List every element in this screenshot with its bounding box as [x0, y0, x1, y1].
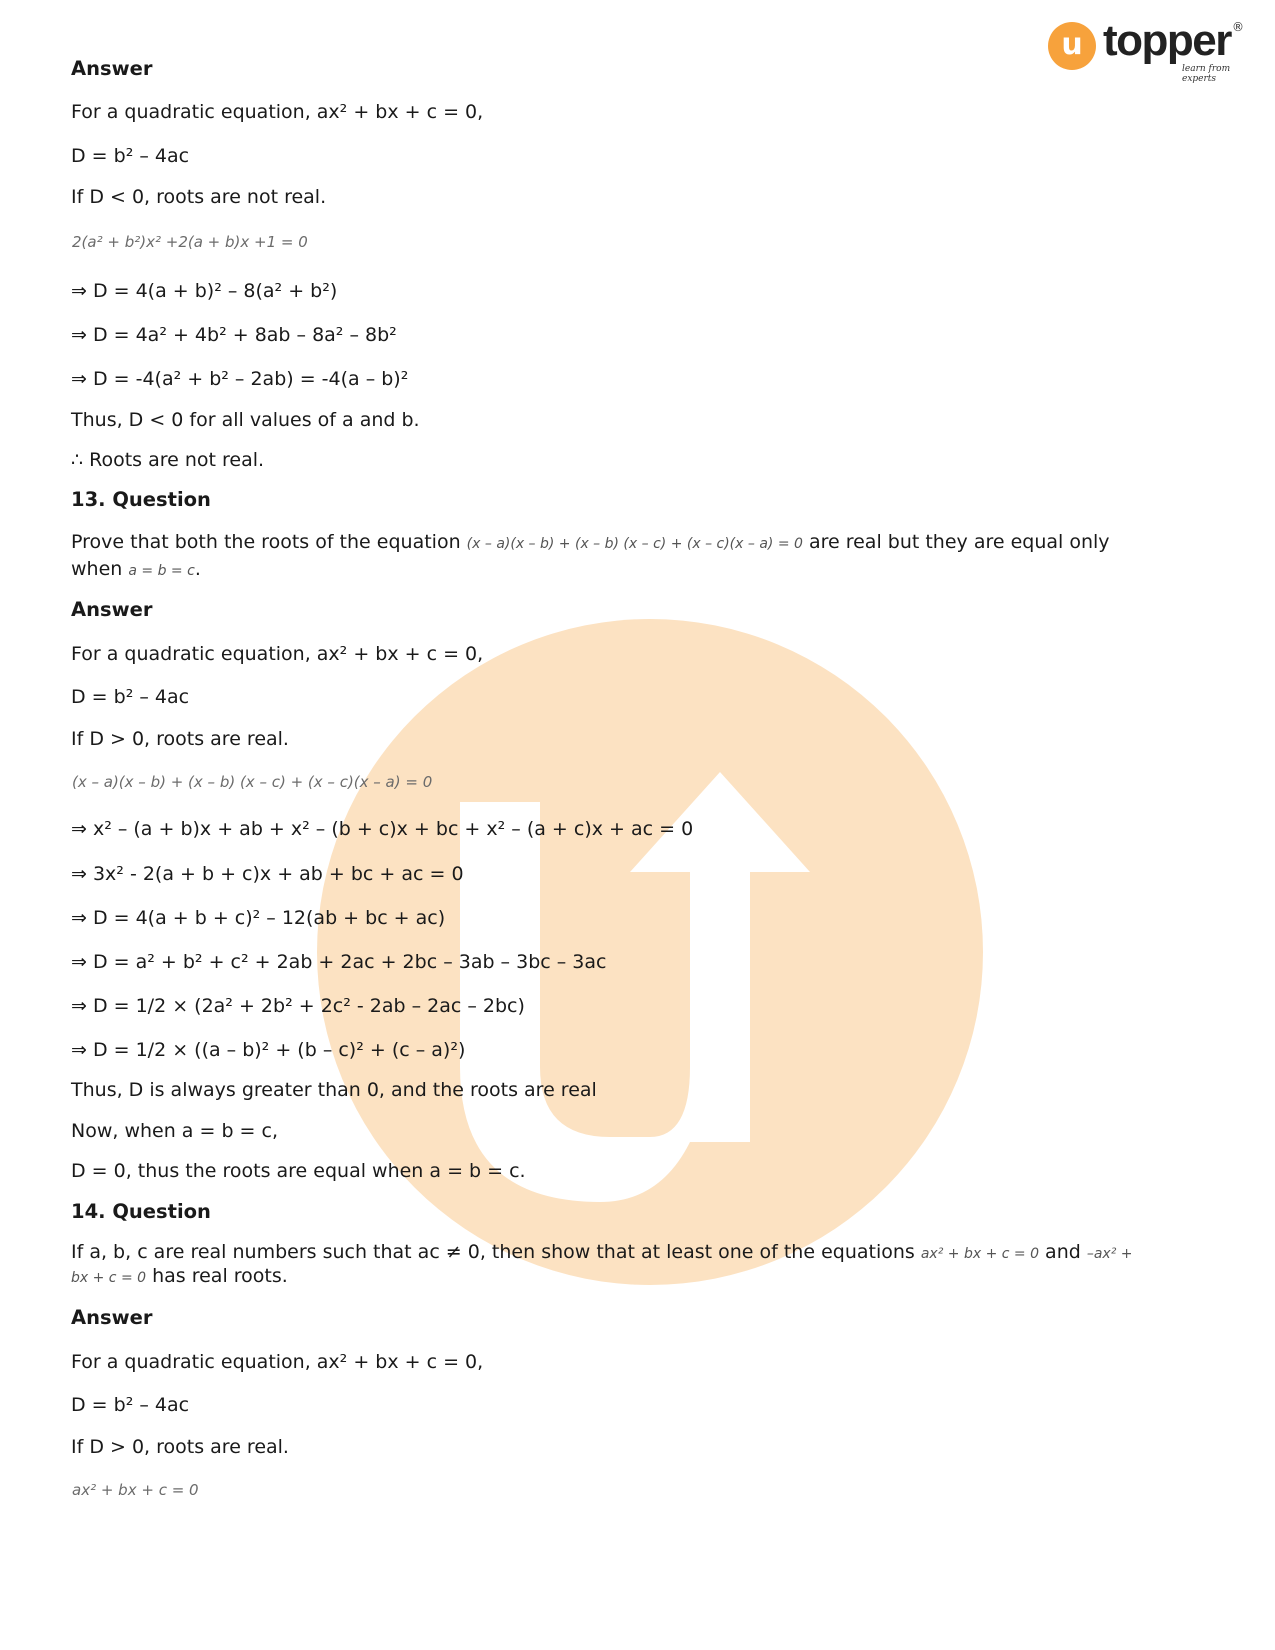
text-span: has real roots.	[152, 1265, 288, 1287]
inline-equation: (x – a)(x – b) + (x – b) (x – c) + (x – c)(x – a) = 0	[466, 536, 803, 552]
text-line: For a quadratic equation, ax² + bx + c = 0,	[71, 101, 484, 123]
question-text	[71, 529, 1110, 557]
equation-image: 2(a² + b²)x² +2(a + b)x +1 = 0	[72, 233, 308, 251]
text-span: and	[1045, 1241, 1081, 1263]
inline-equation: ax² + bx + c = 0	[920, 1246, 1039, 1262]
text-line: ⇒ D = 4(a + b + c)² – 12(ab + bc + ac)	[71, 907, 446, 929]
answer-heading: Answer	[71, 598, 153, 621]
text-line: ⇒ D = 4(a + b)² – 8(a² + b²)	[71, 280, 338, 302]
text-line: If D < 0, roots are not real.	[71, 186, 327, 208]
text-span: .	[194, 558, 201, 580]
logo-wordmark: topper	[1103, 16, 1231, 65]
text-line: Now, when a = b = c,	[71, 1120, 278, 1142]
answer-heading: Answer	[71, 57, 153, 80]
inline-equation: a = b = c	[128, 563, 195, 579]
text-line: D = b² – 4ac	[71, 1394, 190, 1416]
text-line: Thus, D is always greater than 0, and the roots are real	[71, 1079, 597, 1101]
text-span: are real but they are equal only	[808, 531, 1110, 553]
question-heading: 13. Question	[71, 488, 211, 511]
text-line: If D > 0, roots are real.	[71, 728, 289, 750]
brand-logo	[1048, 16, 1248, 84]
text-line: For a quadratic equation, ax² + bx + c = 0,	[71, 643, 484, 665]
text-line: Thus, D < 0 for all values of a and b.	[71, 409, 420, 431]
question-text	[71, 556, 201, 584]
text-span: when	[71, 558, 123, 580]
text-line: D = 0, thus the roots are equal when a = b = c.	[71, 1160, 526, 1182]
registered-mark: ®	[1232, 20, 1244, 34]
text-line: ⇒ D = 4a² + 4b² + 8ab – 8a² – 8b²	[71, 324, 397, 346]
equation-image: (x – a)(x – b) + (x – b) (x – c) + (x – c)(x – a) = 0	[72, 773, 433, 791]
inline-equation: –ax² +	[1086, 1246, 1133, 1262]
text-line: ⇒ 3x² - 2(a + b + c)x + ab + bc + ac = 0	[71, 863, 464, 885]
equation-image: ax² + bx + c = 0	[72, 1481, 199, 1499]
text-line: If D > 0, roots are real.	[71, 1436, 289, 1458]
text-span: If a, b, c are real numbers such that ac ≠ 0, then show that at least one of the equations	[71, 1241, 915, 1263]
text-line: ⇒ D = 1/2 × ((a – b)² + (b – c)² + (c – a)²)	[71, 1039, 466, 1061]
answer-heading: Answer	[71, 1306, 153, 1329]
text-line: ∴ Roots are not real.	[71, 449, 265, 471]
text-line: For a quadratic equation, ax² + bx + c = 0,	[71, 1351, 484, 1373]
logo-u-badge: u	[1048, 22, 1096, 70]
question-text	[71, 1263, 288, 1291]
text-line: D = b² – 4ac	[71, 686, 190, 708]
text-line: D = b² – 4ac	[71, 145, 190, 167]
text-line: ⇒ D = -4(a² + b² – 2ab) = -4(a – b)²	[71, 368, 409, 390]
logo-tagline: learn from experts	[1182, 64, 1231, 84]
text-line: ⇒ x² – (a + b)x + ab + x² – (b + c)x + bc + x² – (a + c)x + ac = 0	[71, 818, 694, 840]
question-heading: 14. Question	[71, 1200, 211, 1223]
inline-equation: bx + c = 0	[71, 1270, 147, 1286]
text-span: Prove that both the roots of the equation	[71, 531, 461, 553]
text-line: ⇒ D = a² + b² + c² + 2ab + 2ac + 2bc – 3ab – 3bc – 3ac	[71, 951, 607, 973]
text-line: ⇒ D = 1/2 × (2a² + 2b² + 2c² - 2ab – 2ac – 2bc)	[71, 995, 525, 1017]
